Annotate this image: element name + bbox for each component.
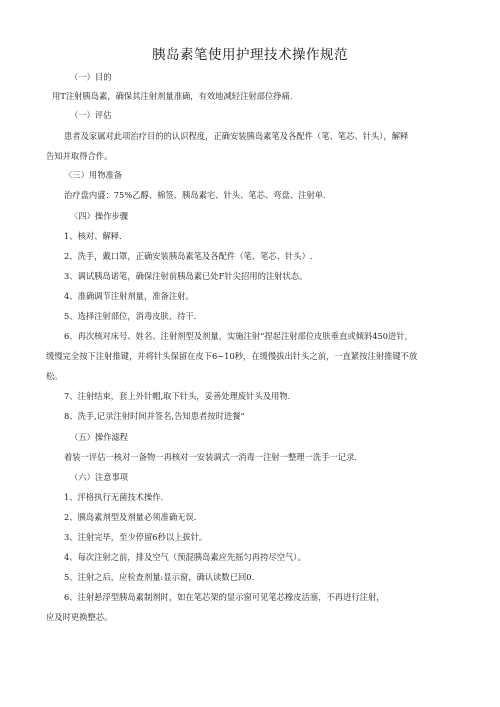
assessment-text-line-1: 患者及家属对此项治疗目的的认识程度，正确安装胰岛素笔及各配件（笔、笔芯、针头），解释: [64, 131, 409, 141]
assessment-text-line-2: 告知并取得合作。: [46, 151, 113, 161]
section-heading-assessment: （一）评估: [70, 110, 112, 120]
page-title: 胰岛素笔使用护理技术操作规范: [152, 47, 348, 63]
note-item: 1、泙格执行无菌技术操作.: [64, 492, 164, 502]
note-item: 6、注射悬浮型胰岛素制剂时，如在笔芯架的显示窗可见笔芯橡皮活塞，不再进行注射，: [64, 592, 385, 602]
note-item: 5、注射之后，应检查剂量:显示窗，确认读数已回0.: [64, 572, 255, 582]
note-item: 4、每次注射之前，排及空气（预混胰岛素应先摇匀再挎尽空气）。: [64, 552, 306, 562]
section-heading-steps: 〈四）操作步骤: [70, 211, 129, 221]
purpose-text: 用T注射胰岛素，确保其注射剂量准确，有效地减轻注射部位挣痛.: [52, 91, 293, 101]
step-item: 1、核对、解释.: [64, 231, 122, 241]
note-item: 2、胰岛素剂型及剂量必须准确无误.: [64, 512, 197, 522]
step-item-continuation: 缓慢完全按下注射推键，并将针头保留在皮下6~10秒，在缓慢拔出针头之前，一直紧按注射推键不放: [46, 351, 418, 361]
note-item: 3、注射完毕，至少停留6秒以上拔针。: [64, 532, 208, 542]
step-item: 5、选择注射部位，消毒皮肤、待干.: [64, 311, 197, 321]
step-item: 2、洗手，戴口罩，正确安装胰岛素笔及各配件（笔、笔芯、针头）.: [64, 251, 313, 261]
step-item: 7、注射结束，套上外针帽,取下针头，妥善处理废针头及用物.: [64, 391, 291, 401]
section-heading-notes: （六）注意事项: [70, 472, 129, 482]
flow-text: 着装一评估一核对一备物一再核对一安装调式一消毒一注射一整理一洗手一记录.: [64, 452, 358, 462]
step-item: 3、调试胰岛诺笔，确保注射前胰岛素已处F针尖招用的注射状态。: [64, 271, 308, 281]
step-item: 8、洗手,记录注射时间并签名,告知患者按时进餐“: [64, 411, 245, 421]
step-item: 4、准确调节注射剂量，准备注射。: [64, 291, 194, 301]
supplies-text: 治疗盘内盛：75%乙醇、棉签、胰岛素宅、针头、笔芯、弯盘、注射单.: [64, 190, 326, 200]
step-item: 6、再次核对床号、姓名、注射剂型及剂量，实施注射“捏起注射部位皮肤垂直或倾斜450进针，: [64, 331, 413, 341]
step-item-continuation: 松。: [46, 371, 63, 381]
section-heading-flow: （五）操作滤程: [70, 432, 129, 442]
note-item-continuation: 应及时更换整芯。: [46, 612, 113, 622]
section-heading-supplies: 〈三）用物准备: [64, 170, 123, 180]
section-heading-purpose: （一）目的: [70, 72, 112, 82]
